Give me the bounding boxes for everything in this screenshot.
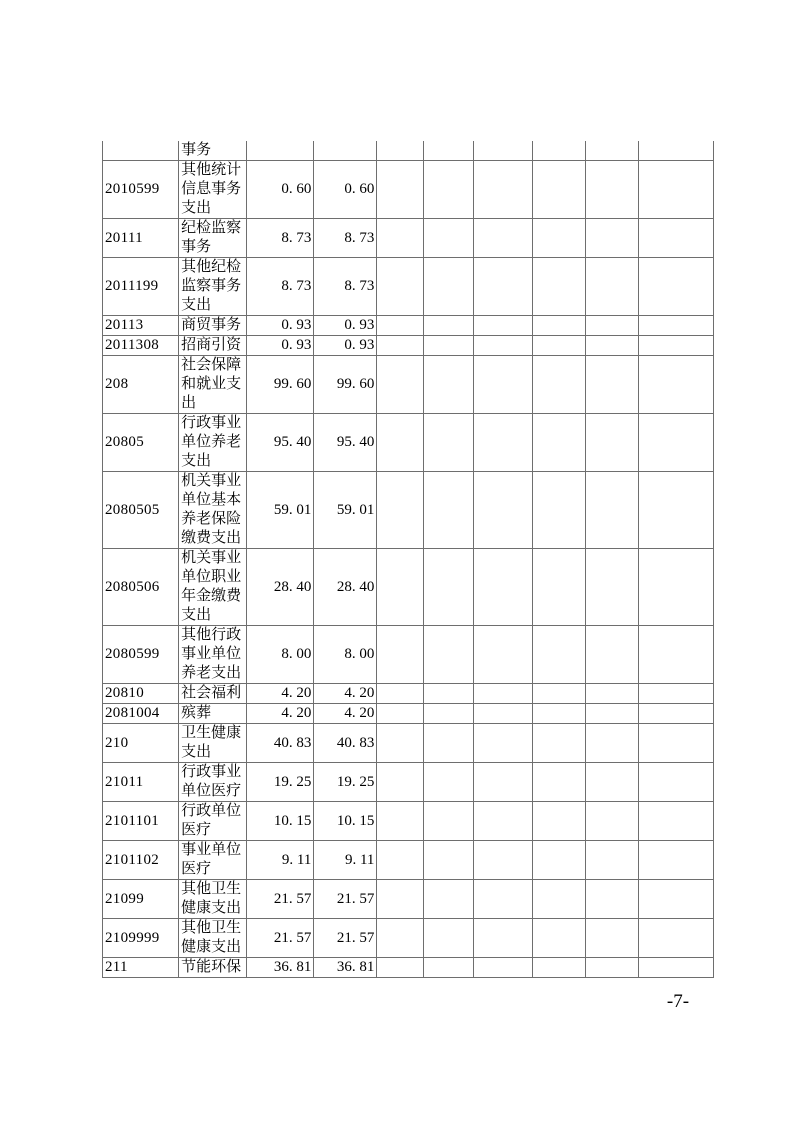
name-cell: 其他统计信息事务支出: [179, 161, 247, 219]
empty-cell: [377, 919, 424, 958]
amount1-cell: 0. 60: [247, 161, 314, 219]
amount2-cell: 59. 01: [314, 472, 377, 549]
amount2-cell: 4. 20: [314, 704, 377, 724]
name-cell: 行政事业单位养老支出: [179, 414, 247, 472]
amount1-cell: 0. 93: [247, 336, 314, 356]
empty-cell: [377, 414, 424, 472]
name-cell: 其他卫生健康支出: [179, 919, 247, 958]
amount2-cell: 8. 00: [314, 626, 377, 684]
empty-cell: [638, 724, 713, 763]
empty-cell: [424, 161, 473, 219]
empty-cell: [424, 258, 473, 316]
empty-cell: [424, 763, 473, 802]
amount2-cell: 36. 81: [314, 958, 377, 978]
empty-cell: [532, 141, 585, 161]
empty-cell: [424, 880, 473, 919]
table-body: [103, 141, 714, 978]
amount2-cell: 0. 93: [314, 336, 377, 356]
empty-cell: [638, 356, 713, 414]
empty-cell: [424, 958, 473, 978]
amount2-cell: 10. 15: [314, 802, 377, 841]
name-cell: 社会保障和就业支出: [179, 356, 247, 414]
table-row: [103, 763, 714, 802]
empty-cell: [585, 161, 638, 219]
name-cell: 社会福利: [179, 684, 247, 704]
table-row: [103, 704, 714, 724]
empty-cell: [377, 258, 424, 316]
empty-cell: [377, 704, 424, 724]
name-cell: 商贸事务: [179, 316, 247, 336]
empty-cell: [473, 258, 532, 316]
amount1-cell: 95. 40: [247, 414, 314, 472]
amount2-cell: 28. 40: [314, 549, 377, 626]
empty-cell: [473, 549, 532, 626]
empty-cell: [585, 414, 638, 472]
code-cell: 20113: [103, 316, 179, 336]
code-cell: 208: [103, 356, 179, 414]
code-cell: 2101101: [103, 802, 179, 841]
name-cell: 机关事业单位基本养老保险缴费支出: [179, 472, 247, 549]
empty-cell: [424, 704, 473, 724]
empty-cell: [638, 919, 713, 958]
empty-cell: [424, 316, 473, 336]
empty-cell: [377, 958, 424, 978]
empty-cell: [424, 356, 473, 414]
empty-cell: [473, 763, 532, 802]
amount1-cell: 19. 25: [247, 763, 314, 802]
empty-cell: [377, 472, 424, 549]
amount1-cell: 9. 11: [247, 841, 314, 880]
empty-cell: [377, 356, 424, 414]
empty-cell: [473, 472, 532, 549]
name-cell: 行政事业单位医疗: [179, 763, 247, 802]
code-cell: 20111: [103, 219, 179, 258]
empty-cell: [638, 219, 713, 258]
table-row: [103, 141, 714, 161]
code-cell: 20810: [103, 684, 179, 704]
amount1-cell: 28. 40: [247, 549, 314, 626]
empty-cell: [585, 472, 638, 549]
amount1-cell: 36. 81: [247, 958, 314, 978]
table-row: [103, 802, 714, 841]
empty-cell: [473, 802, 532, 841]
code-cell: 2080599: [103, 626, 179, 684]
budget-table: [102, 141, 714, 978]
name-cell: 机关事业单位职业年金缴费支出: [179, 549, 247, 626]
empty-cell: [585, 219, 638, 258]
empty-cell: [585, 316, 638, 336]
empty-cell: [473, 336, 532, 356]
empty-cell: [473, 880, 532, 919]
empty-cell: [638, 472, 713, 549]
table-row: [103, 841, 714, 880]
empty-cell: [638, 763, 713, 802]
empty-cell: [585, 880, 638, 919]
empty-cell: [532, 472, 585, 549]
empty-cell: [532, 336, 585, 356]
name-cell: 纪检监察事务: [179, 219, 247, 258]
empty-cell: [585, 336, 638, 356]
empty-cell: [424, 472, 473, 549]
empty-cell: [424, 336, 473, 356]
empty-cell: [532, 684, 585, 704]
empty-cell: [638, 316, 713, 336]
empty-cell: [377, 880, 424, 919]
empty-cell: [638, 880, 713, 919]
empty-cell: [532, 919, 585, 958]
empty-cell: [585, 724, 638, 763]
empty-cell: [473, 841, 532, 880]
code-cell: 21099: [103, 880, 179, 919]
name-cell: 其他纪检监察事务支出: [179, 258, 247, 316]
amount2-cell: 95. 40: [314, 414, 377, 472]
name-cell: 卫生健康支出: [179, 724, 247, 763]
amount2-cell: 99. 60: [314, 356, 377, 414]
empty-cell: [532, 841, 585, 880]
code-cell: 2101102: [103, 841, 179, 880]
amount1-cell: 21. 57: [247, 919, 314, 958]
empty-cell: [638, 549, 713, 626]
name-cell: 殡葬: [179, 704, 247, 724]
amount1-cell: 10. 15: [247, 802, 314, 841]
empty-cell: [638, 258, 713, 316]
table-row: [103, 549, 714, 626]
empty-cell: [532, 316, 585, 336]
table-row: [103, 958, 714, 978]
table-row: [103, 472, 714, 549]
empty-cell: [473, 414, 532, 472]
empty-cell: [638, 336, 713, 356]
empty-cell: [532, 626, 585, 684]
name-cell: 节能环保: [179, 958, 247, 978]
empty-cell: [473, 316, 532, 336]
code-cell: 2109999: [103, 919, 179, 958]
empty-cell: [377, 549, 424, 626]
empty-cell: [585, 802, 638, 841]
empty-cell: [473, 704, 532, 724]
empty-cell: [638, 958, 713, 978]
amount1-cell: 4. 20: [247, 704, 314, 724]
empty-cell: [377, 161, 424, 219]
empty-cell: [377, 763, 424, 802]
empty-cell: [585, 919, 638, 958]
empty-cell: [424, 724, 473, 763]
empty-cell: [473, 356, 532, 414]
amount1-cell: 8. 73: [247, 219, 314, 258]
code-cell: 2080505: [103, 472, 179, 549]
empty-cell: [377, 684, 424, 704]
empty-cell: [585, 141, 638, 161]
table-row: [103, 684, 714, 704]
amount1-cell: 8. 73: [247, 258, 314, 316]
table-row: [103, 880, 714, 919]
empty-cell: [638, 802, 713, 841]
empty-cell: [473, 141, 532, 161]
empty-cell: [638, 704, 713, 724]
amount2-cell: 21. 57: [314, 919, 377, 958]
empty-cell: [532, 356, 585, 414]
empty-cell: [377, 724, 424, 763]
name-cell: 招商引资: [179, 336, 247, 356]
amount1-cell: 8. 00: [247, 626, 314, 684]
code-cell: 2010599: [103, 161, 179, 219]
empty-cell: [532, 763, 585, 802]
empty-cell: [585, 841, 638, 880]
amount2-cell: 8. 73: [314, 258, 377, 316]
empty-cell: [377, 336, 424, 356]
code-cell: 2011199: [103, 258, 179, 316]
empty-cell: [585, 258, 638, 316]
empty-cell: [638, 414, 713, 472]
amount1-cell: 21. 57: [247, 880, 314, 919]
empty-cell: [532, 414, 585, 472]
table-row: [103, 336, 714, 356]
name-cell: 事业单位医疗: [179, 841, 247, 880]
empty-cell: [424, 802, 473, 841]
empty-cell: [473, 958, 532, 978]
code-cell: 2081004: [103, 704, 179, 724]
empty-cell: [424, 684, 473, 704]
empty-cell: [532, 724, 585, 763]
table-row: [103, 626, 714, 684]
table-row: [103, 414, 714, 472]
empty-cell: [424, 919, 473, 958]
code-cell: [103, 141, 179, 161]
name-cell: 其他行政事业单位养老支出: [179, 626, 247, 684]
page-number: -7-: [666, 991, 690, 1012]
amount2-cell: 19. 25: [314, 763, 377, 802]
amount2-cell: 21. 57: [314, 880, 377, 919]
code-cell: 21011: [103, 763, 179, 802]
amount1-cell: 4. 20: [247, 684, 314, 704]
empty-cell: [377, 802, 424, 841]
empty-cell: [473, 161, 532, 219]
amount2-cell: 4. 20: [314, 684, 377, 704]
empty-cell: [532, 802, 585, 841]
amount1-cell: 40. 83: [247, 724, 314, 763]
code-cell: 2011308: [103, 336, 179, 356]
empty-cell: [377, 141, 424, 161]
amount1-cell: 99. 60: [247, 356, 314, 414]
table-row: [103, 316, 714, 336]
empty-cell: [424, 626, 473, 684]
amount2-cell: 0. 60: [314, 161, 377, 219]
empty-cell: [585, 763, 638, 802]
empty-cell: [377, 219, 424, 258]
name-cell: 其他卫生健康支出: [179, 880, 247, 919]
empty-cell: [424, 414, 473, 472]
empty-cell: [532, 219, 585, 258]
amount2-cell: [314, 141, 377, 161]
empty-cell: [424, 219, 473, 258]
table-row: [103, 356, 714, 414]
empty-cell: [585, 704, 638, 724]
empty-cell: [424, 141, 473, 161]
empty-cell: [638, 141, 713, 161]
empty-cell: [638, 684, 713, 704]
empty-cell: [532, 258, 585, 316]
code-cell: 20805: [103, 414, 179, 472]
name-cell: 事务: [179, 141, 247, 161]
amount2-cell: 40. 83: [314, 724, 377, 763]
empty-cell: [532, 161, 585, 219]
code-cell: 210: [103, 724, 179, 763]
amount2-cell: 9. 11: [314, 841, 377, 880]
empty-cell: [585, 356, 638, 414]
amount2-cell: 0. 93: [314, 316, 377, 336]
empty-cell: [377, 626, 424, 684]
empty-cell: [473, 219, 532, 258]
empty-cell: [377, 841, 424, 880]
empty-cell: [473, 724, 532, 763]
empty-cell: [532, 958, 585, 978]
name-cell: 行政单位医疗: [179, 802, 247, 841]
empty-cell: [585, 549, 638, 626]
empty-cell: [638, 841, 713, 880]
empty-cell: [377, 316, 424, 336]
table-row: [103, 161, 714, 219]
table-row: [103, 724, 714, 763]
empty-cell: [473, 626, 532, 684]
empty-cell: [473, 684, 532, 704]
amount1-cell: [247, 141, 314, 161]
code-cell: 2080506: [103, 549, 179, 626]
empty-cell: [532, 704, 585, 724]
empty-cell: [473, 919, 532, 958]
empty-cell: [424, 841, 473, 880]
empty-cell: [585, 626, 638, 684]
empty-cell: [585, 958, 638, 978]
empty-cell: [532, 549, 585, 626]
amount2-cell: 8. 73: [314, 219, 377, 258]
table-row: [103, 258, 714, 316]
table-row: [103, 919, 714, 958]
empty-cell: [532, 880, 585, 919]
empty-cell: [638, 161, 713, 219]
empty-cell: [585, 684, 638, 704]
table-row: [103, 219, 714, 258]
empty-cell: [424, 549, 473, 626]
empty-cell: [638, 626, 713, 684]
amount1-cell: 0. 93: [247, 316, 314, 336]
amount1-cell: 59. 01: [247, 472, 314, 549]
code-cell: 211: [103, 958, 179, 978]
